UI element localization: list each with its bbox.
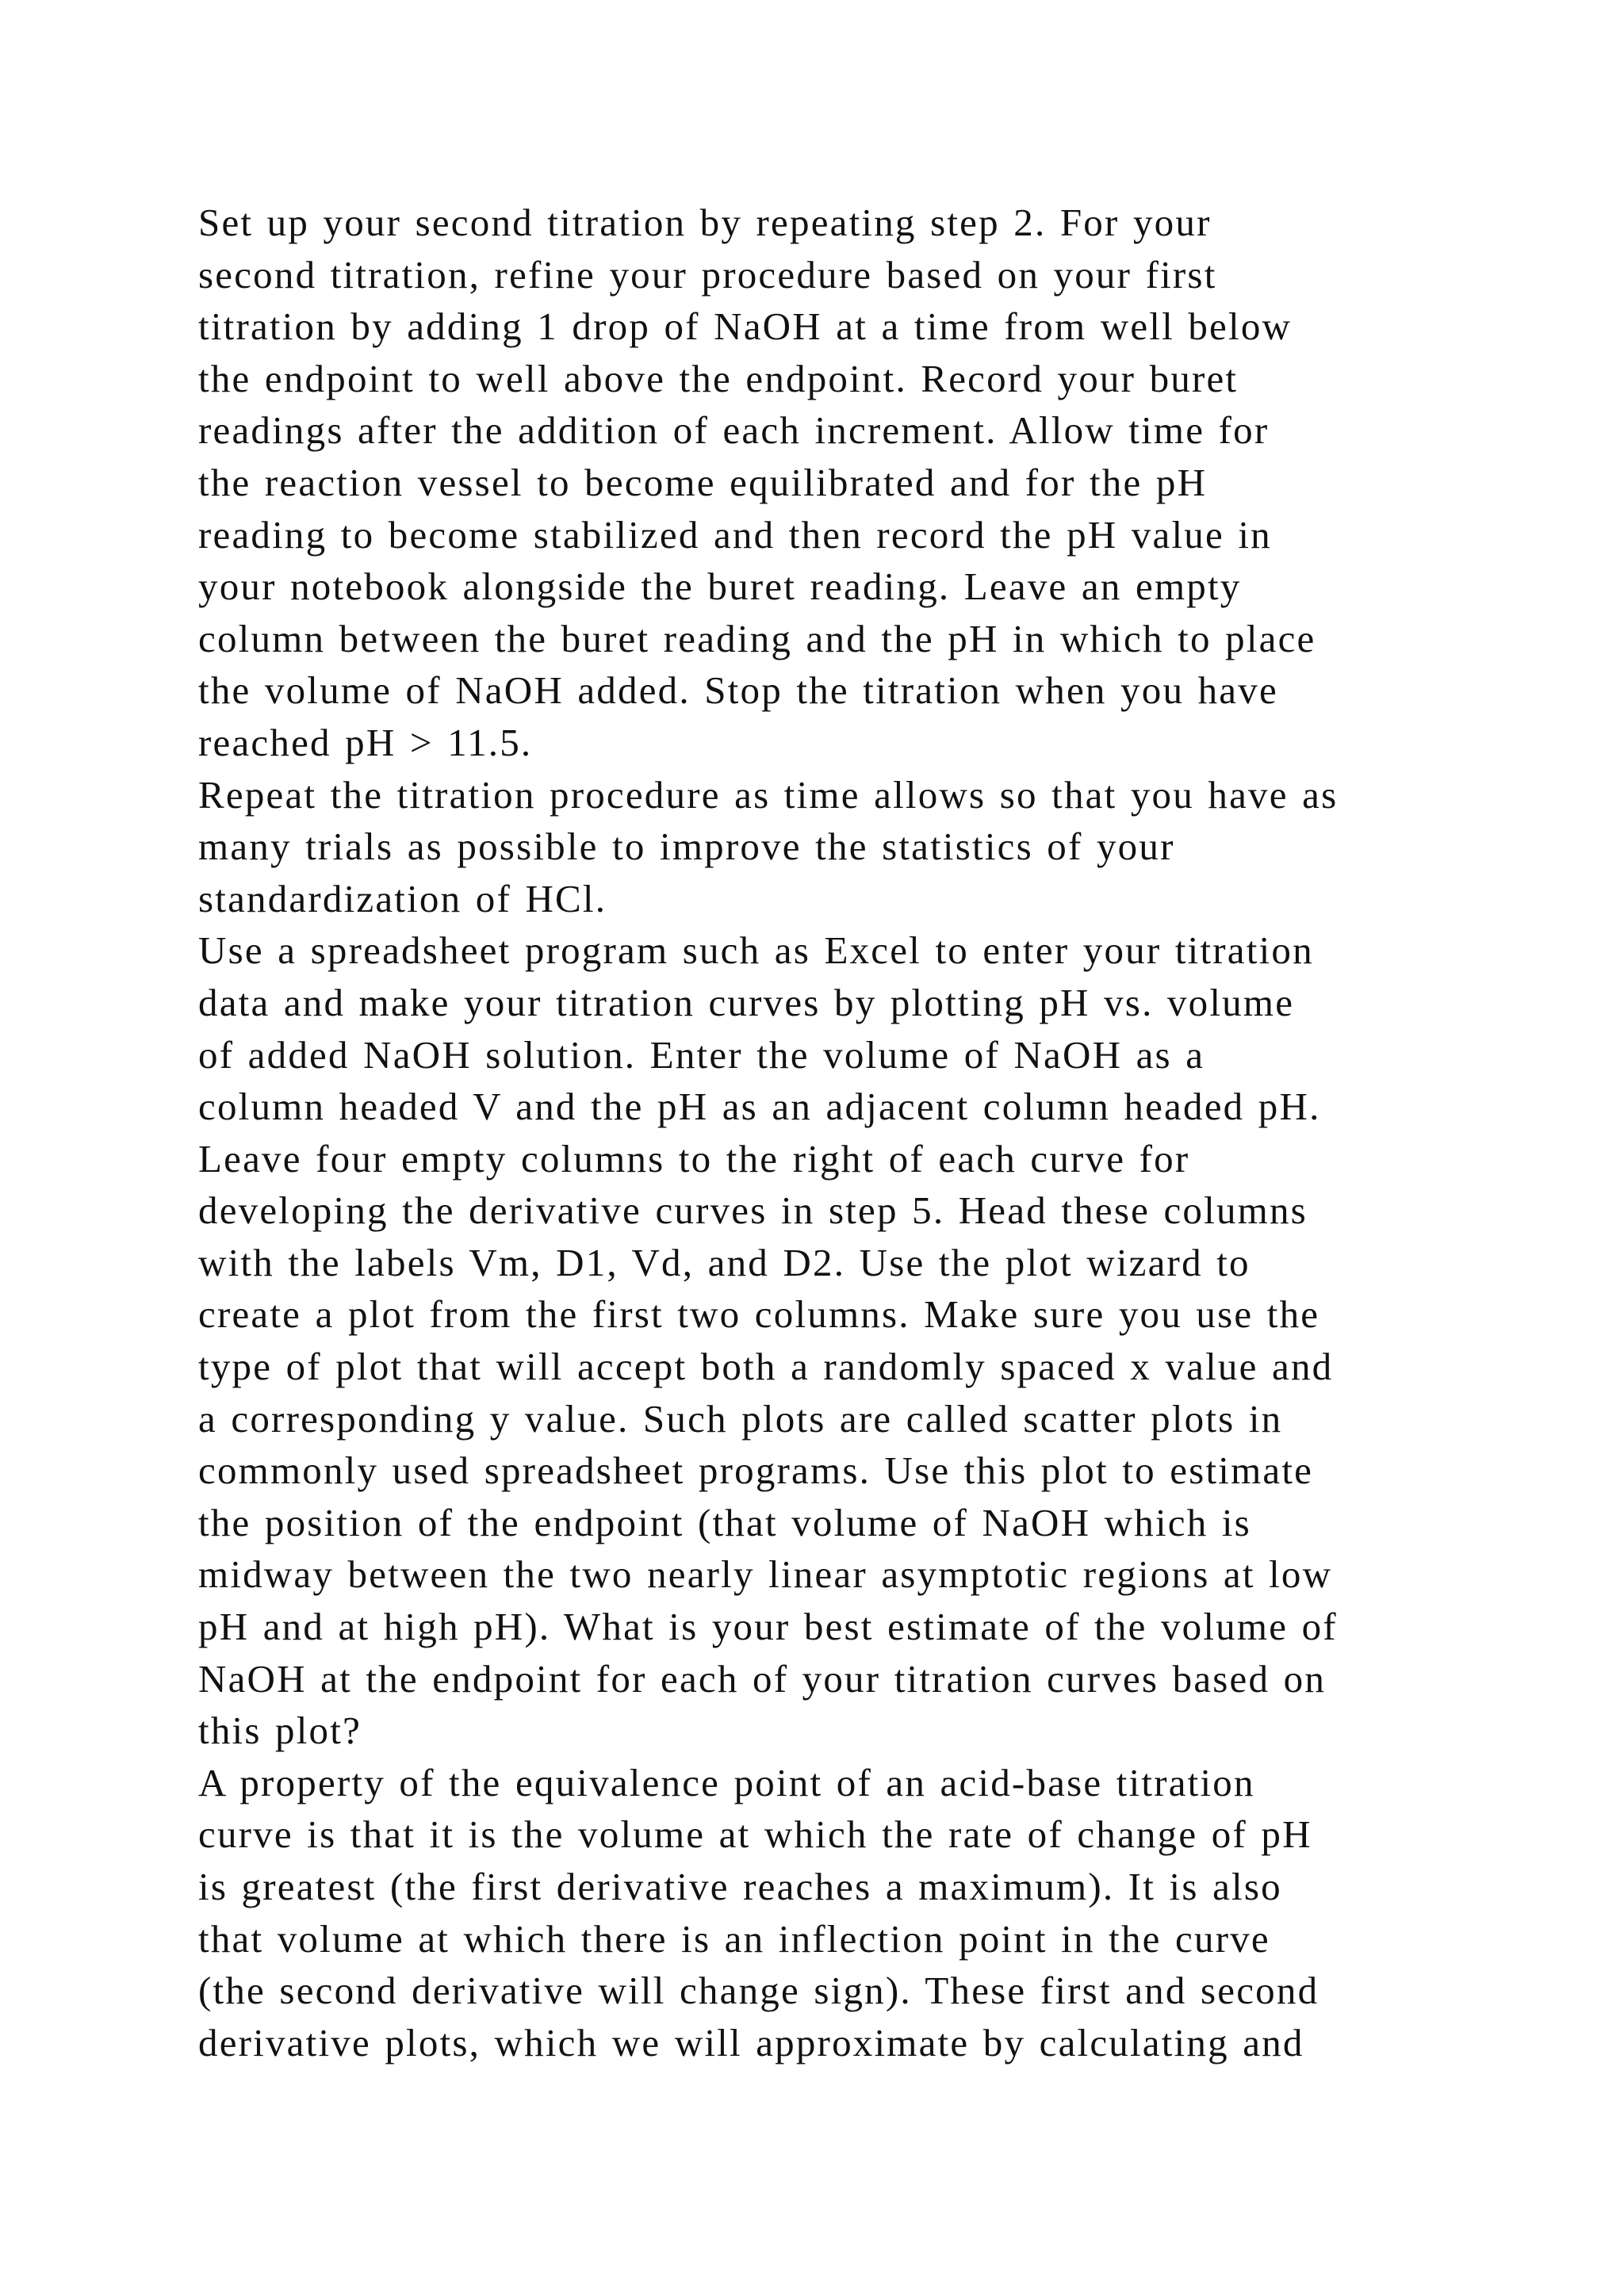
text-line: column between the buret reading and the pH in which to place [198, 616, 1316, 660]
text-line: is greatest (the first derivative reaches a maximum). It is also [198, 1865, 1282, 1908]
text-line: column headed V and the pH as an adjacent column headed pH. [198, 1085, 1321, 1129]
text-line: curve is that it is the volume at which the rate of change of pH [198, 1812, 1312, 1857]
text-line: Set up your second titration by repeating step 2. For your [198, 201, 1212, 244]
text-line: the reaction vessel to become equilibrated and for the pH [198, 460, 1208, 504]
text-line: titration by adding 1 drop of NaOH at a time from well below [198, 304, 1293, 349]
text-line: the volume of NaOH added. Stop the titration when you have [198, 668, 1278, 713]
text-line: reading to become stabilized and then record the pH value in [198, 512, 1272, 557]
text-line: reached pH > 11.5. [198, 720, 533, 764]
text-line: type of plot that will accept both a randomly spaced x value and [198, 1345, 1334, 1389]
text-line: a corresponding y value. Such plots are called scatter plots in [198, 1396, 1283, 1441]
text-line: the endpoint to well above the endpoint. Record your buret [198, 356, 1239, 400]
text-line: that volume at which there is an inflection point in the curve [198, 1916, 1270, 1961]
text-line: second titration, refine your procedure based on your first [198, 252, 1217, 297]
text-line: with the labels Vm, D1, Vd, and D2. Use the plot wizard to [198, 1240, 1251, 1284]
text-line: NaOH at the endpoint for each of your titration curves based on [198, 1656, 1327, 1701]
text-line: pH and at high pH). What is your best estimate of the volume of [198, 1605, 1338, 1649]
text-line: many trials as possible to improve the statistics of your [198, 825, 1175, 869]
text-line: derivative plots, which we will approximate by calculating and [198, 2020, 1304, 2064]
text-line: midway between the two nearly linear asymptotic regions at low [198, 1552, 1333, 1597]
text-line: your notebook alongside the buret reading. Leave an empty [198, 564, 1242, 609]
text-line: standardization of HCl. [198, 876, 607, 920]
text-line: Use a spreadsheet program such as Excel to enter your titration [198, 928, 1314, 973]
text-line: Repeat the titration procedure as time allows so that you have as [198, 772, 1339, 817]
text-line: (the second derivative will change sign). These first and second [198, 1969, 1320, 2013]
body-text [198, 197, 1467, 2068]
text-line: commonly used spreadsheet programs. Use this plot to estimate [198, 1448, 1314, 1493]
text-line: data and make your titration curves by plotting pH vs. volume [198, 980, 1295, 1024]
text-line: this plot? [198, 1709, 362, 1753]
text-line: create a plot from the first two columns. Make sure you use the [198, 1292, 1320, 1337]
text-line: readings after the addition of each increment. Allow time for [198, 408, 1270, 453]
text-line: Leave four empty columns to the right of each curve for [198, 1136, 1190, 1181]
text-line: A property of the equivalence point of an acid-base titration [198, 1760, 1255, 1804]
text-line: developing the derivative curves in step 5. Head these columns [198, 1188, 1308, 1233]
text-line: of added NaOH solution. Enter the volume of NaOH as a [198, 1032, 1205, 1077]
text-line: the position of the endpoint (that volume of NaOH which is [198, 1500, 1251, 1544]
